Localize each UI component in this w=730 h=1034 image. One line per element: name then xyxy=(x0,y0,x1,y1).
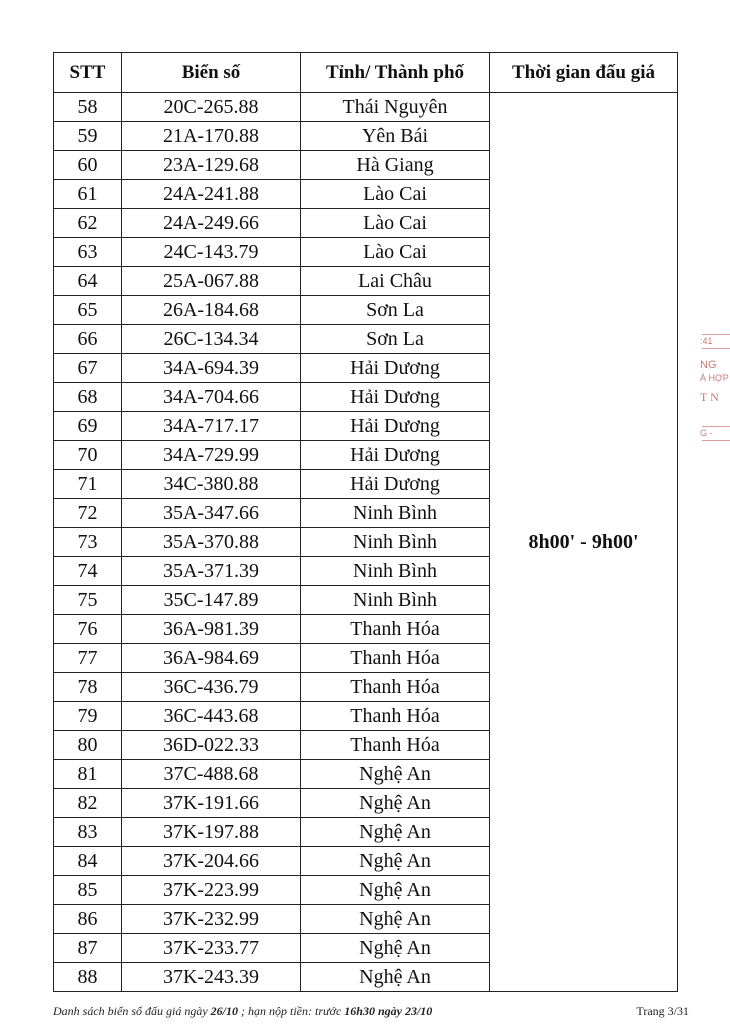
cell-plate: 37C-488.68 xyxy=(122,760,301,789)
cell-auction-time: 8h00' - 9h00' xyxy=(490,93,678,992)
cell-province: Thanh Hóa xyxy=(301,644,490,673)
cell-plate: 36C-436.79 xyxy=(122,673,301,702)
cell-province: Sơn La xyxy=(301,325,490,354)
cell-province: Thanh Hóa xyxy=(301,731,490,760)
cell-stt: 60 xyxy=(54,151,122,180)
cell-province: Sơn La xyxy=(301,296,490,325)
cell-plate: 37K-243.39 xyxy=(122,963,301,992)
cell-plate: 24C-143.79 xyxy=(122,238,301,267)
cell-stt: 72 xyxy=(54,499,122,528)
cell-stt: 87 xyxy=(54,934,122,963)
cell-plate: 37K-204.66 xyxy=(122,847,301,876)
cell-plate: 36A-981.39 xyxy=(122,615,301,644)
cell-plate: 35A-371.39 xyxy=(122,557,301,586)
cell-stt: 82 xyxy=(54,789,122,818)
cell-province: Nghệ An xyxy=(301,789,490,818)
cell-stt: 79 xyxy=(54,702,122,731)
cell-plate: 37K-233.77 xyxy=(122,934,301,963)
cell-stt: 71 xyxy=(54,470,122,499)
cell-province: Lai Châu xyxy=(301,267,490,296)
stamp-text-3: À HỢP xyxy=(700,373,729,383)
cell-stt: 61 xyxy=(54,180,122,209)
cell-plate: 35A-347.66 xyxy=(122,499,301,528)
cell-stt: 76 xyxy=(54,615,122,644)
cell-province: Ninh Bình xyxy=(301,557,490,586)
cell-plate: 35C-147.89 xyxy=(122,586,301,615)
cell-plate: 37K-223.99 xyxy=(122,876,301,905)
cell-stt: 77 xyxy=(54,644,122,673)
auction-plates-table xyxy=(53,52,678,992)
cell-plate: 37K-232.99 xyxy=(122,905,301,934)
cell-stt: 86 xyxy=(54,905,122,934)
cell-plate: 24A-241.88 xyxy=(122,180,301,209)
cell-province: Lào Cai xyxy=(301,209,490,238)
header-plate: Biển số xyxy=(122,53,301,93)
cell-plate: 24A-249.66 xyxy=(122,209,301,238)
cell-plate: 35A-370.88 xyxy=(122,528,301,557)
cell-province: Ninh Bình xyxy=(301,528,490,557)
cell-stt: 59 xyxy=(54,122,122,151)
page-footer xyxy=(53,1004,689,1019)
cell-province: Ninh Bình xyxy=(301,586,490,615)
stamp-fragment xyxy=(700,328,730,468)
cell-plate: 25A-067.88 xyxy=(122,267,301,296)
cell-province: Nghệ An xyxy=(301,760,490,789)
cell-stt: 67 xyxy=(54,354,122,383)
cell-plate: 26C-134.34 xyxy=(122,325,301,354)
cell-province: Nghệ An xyxy=(301,847,490,876)
cell-province: Hà Giang xyxy=(301,151,490,180)
cell-province: Nghệ An xyxy=(301,818,490,847)
table-row xyxy=(54,93,678,122)
cell-province: Nghệ An xyxy=(301,876,490,905)
cell-province: Thanh Hóa xyxy=(301,702,490,731)
cell-province: Thanh Hóa xyxy=(301,615,490,644)
cell-stt: 64 xyxy=(54,267,122,296)
cell-province: Hải Dương xyxy=(301,412,490,441)
cell-province: Ninh Bình xyxy=(301,499,490,528)
page-number: Trang 3/31 xyxy=(636,1004,689,1018)
header-stt: STT xyxy=(54,53,122,93)
cell-stt: 69 xyxy=(54,412,122,441)
cell-stt: 68 xyxy=(54,383,122,412)
cell-stt: 73 xyxy=(54,528,122,557)
cell-stt: 78 xyxy=(54,673,122,702)
cell-stt: 63 xyxy=(54,238,122,267)
cell-plate: 34A-694.39 xyxy=(122,354,301,383)
table-body xyxy=(54,93,678,992)
cell-stt: 75 xyxy=(54,586,122,615)
cell-stt: 83 xyxy=(54,818,122,847)
cell-province: Lào Cai xyxy=(301,238,490,267)
footer-text-prefix: Danh sách biển số đấu giá ngày xyxy=(53,1004,211,1018)
cell-stt: 85 xyxy=(54,876,122,905)
cell-province: Hải Dương xyxy=(301,470,490,499)
stamp-text-2: NG xyxy=(700,359,717,371)
cell-province: Hải Dương xyxy=(301,383,490,412)
header-province: Tỉnh/ Thành phố xyxy=(301,53,490,93)
cell-stt: 62 xyxy=(54,209,122,238)
cell-province: Nghệ An xyxy=(301,934,490,963)
cell-plate: 36D-022.33 xyxy=(122,731,301,760)
cell-plate: 36A-984.69 xyxy=(122,644,301,673)
cell-province: Hải Dương xyxy=(301,441,490,470)
cell-stt: 74 xyxy=(54,557,122,586)
cell-stt: 88 xyxy=(54,963,122,992)
cell-province: Lào Cai xyxy=(301,180,490,209)
cell-province: Nghệ An xyxy=(301,905,490,934)
footer-auction-date: 26/10 xyxy=(210,1004,238,1018)
cell-province: Thanh Hóa xyxy=(301,673,490,702)
cell-plate: 20C-265.88 xyxy=(122,93,301,122)
cell-plate: 34A-704.66 xyxy=(122,383,301,412)
cell-stt: 70 xyxy=(54,441,122,470)
cell-plate: 36C-443.68 xyxy=(122,702,301,731)
cell-plate: 23A-129.68 xyxy=(122,151,301,180)
cell-plate: 37K-191.66 xyxy=(122,789,301,818)
header-auction-time: Thời gian đấu giá xyxy=(490,53,678,93)
stamp-text-4: T N xyxy=(700,390,719,404)
table-header-row xyxy=(54,53,678,93)
cell-province: Nghệ An xyxy=(301,963,490,992)
cell-plate: 37K-197.88 xyxy=(122,818,301,847)
footer-deadline: 16h30 ngày 23/10 xyxy=(344,1004,433,1018)
cell-stt: 65 xyxy=(54,296,122,325)
cell-stt: 84 xyxy=(54,847,122,876)
cell-province: Yên Bái xyxy=(301,122,490,151)
footer-text-mid: ; hạn nộp tiền: trước xyxy=(238,1004,345,1018)
cell-stt: 80 xyxy=(54,731,122,760)
cell-plate: 34A-717.17 xyxy=(122,412,301,441)
cell-plate: 34C-380.88 xyxy=(122,470,301,499)
cell-plate: 21A-170.88 xyxy=(122,122,301,151)
cell-plate: 26A-184.68 xyxy=(122,296,301,325)
cell-plate: 34A-729.99 xyxy=(122,441,301,470)
stamp-text-1: :41 xyxy=(700,336,713,346)
cell-stt: 81 xyxy=(54,760,122,789)
stamp-text-5: G - xyxy=(700,428,713,438)
cell-stt: 66 xyxy=(54,325,122,354)
cell-stt: 58 xyxy=(54,93,122,122)
cell-province: Hải Dương xyxy=(301,354,490,383)
cell-province: Thái Nguyên xyxy=(301,93,490,122)
